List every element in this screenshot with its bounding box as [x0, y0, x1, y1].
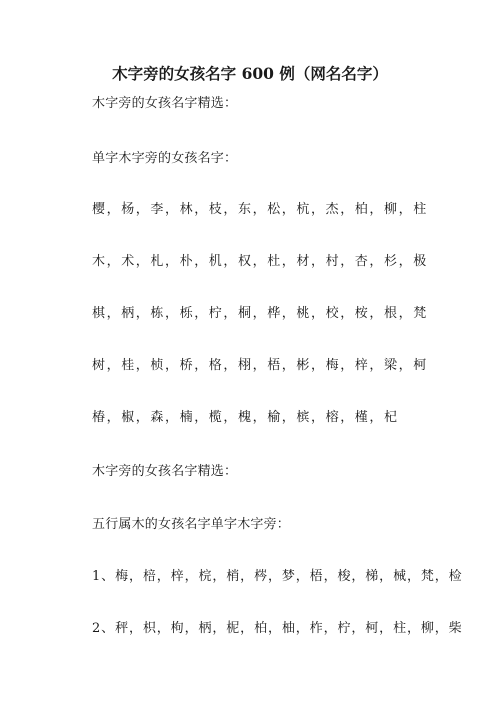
section-heading: 木字旁的女孩名字精选：: [92, 96, 238, 111]
name-list-line: 樱，杨，李，林，枝，东，松，杭，杰，柏，柳，柱: [92, 202, 428, 217]
section-heading: 单字木字旁的女孩名字：: [92, 151, 238, 166]
name-list-line: 树，桂，桢，桥，格，栩，梧，彬，梅，梓，梁，柯: [92, 358, 428, 373]
section-heading: 五行属木的女孩名字单字木字旁：: [92, 517, 291, 532]
section-heading: 木字旁的女孩名字精选：: [92, 464, 238, 479]
name-list-line: 1、梅，棓，梓，梡，梢，梣，梦，梧，梭，梯，械，梵，检: [92, 569, 463, 584]
name-list-line: 2、秤，枳，枸，柄，柅，柏，柚，柞，柠，柯，柱，柳，柴: [92, 621, 463, 636]
name-list-line: 椿，椒，森，楠，榄，槐，榆，槟，榕，槿，杞: [92, 410, 399, 425]
name-list-line: 棋，柄，栋，栎，柠，桐，桦，桃，校，桉，根，梵: [92, 306, 428, 321]
name-list-line: 木，术，札，朴，机，权，杜，材，村，杏，杉，极: [92, 254, 428, 269]
document-title: 木字旁的女孩名字 600 例（网名名字）: [112, 64, 388, 83]
